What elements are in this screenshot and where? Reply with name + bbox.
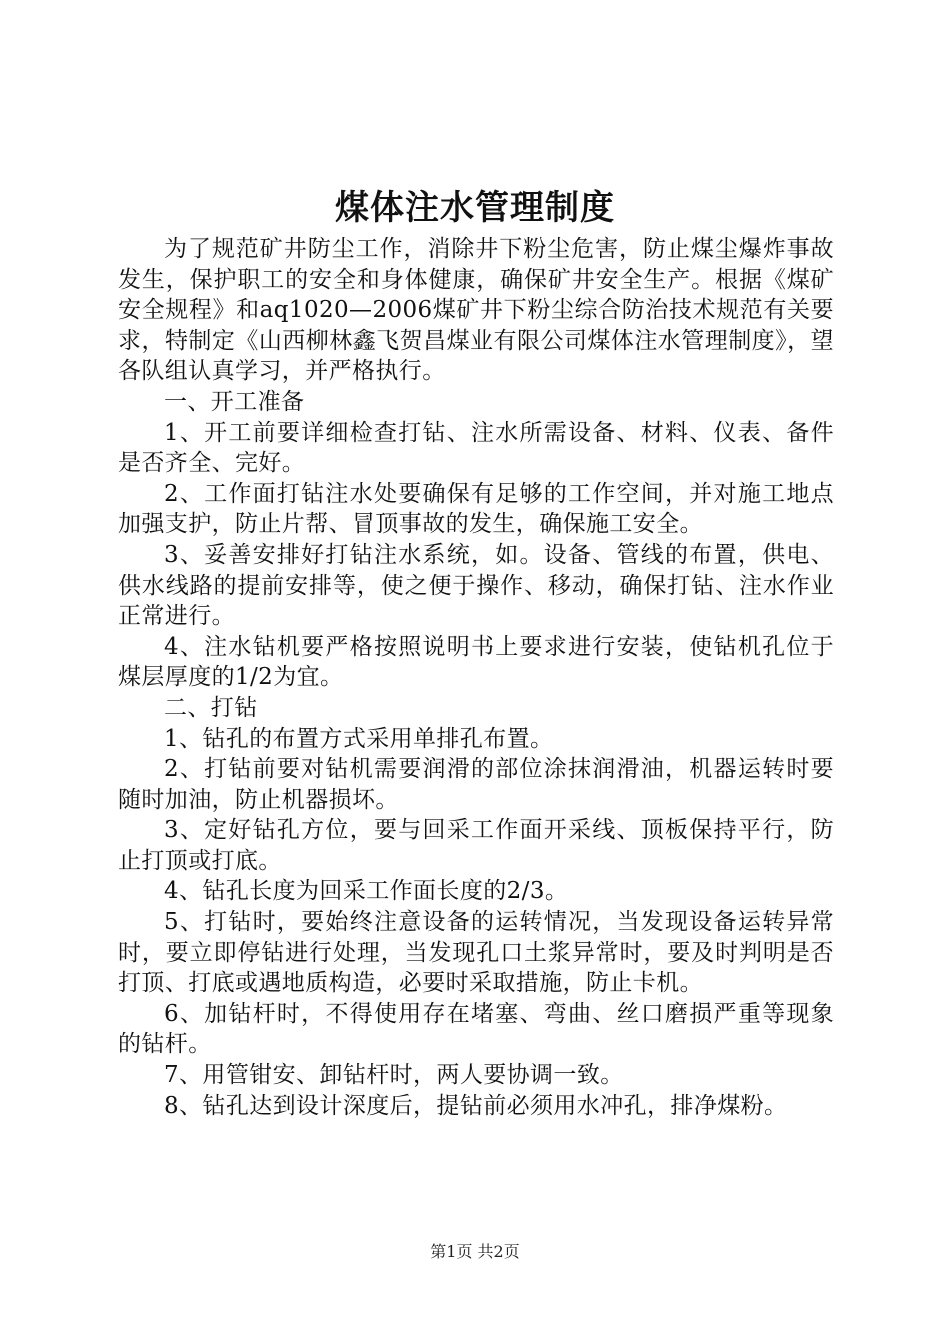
paragraph-1-1: 1、开工前要详细检查打钻、注水所需设备、材料、仪表、备件是否齐全、完好。 xyxy=(118,419,834,477)
paragraph-2-1: 1、钻孔的布置方式采用单排孔布置。 xyxy=(164,725,554,752)
document-title: 煤体注水管理制度 xyxy=(335,188,615,228)
paragraph-2-3: 3、定好钻孔方位，要与回采工作面开采线、顶板保持平行，防止打顶或打底。 xyxy=(118,817,834,874)
paragraph-intro: 为了规范矿井防尘工作，消除井下粉尘危害，防止煤尘爆炸事故发生，保护职工的安全和身体健康，确保矿井安全生产。根据《煤矿安全规程》和aq1020—2006煤矿井下粉尘综合防治技术规范有关要求，特制定《山西柳林鑫飞贺昌煤业有限公司煤体注水管理制度》，望各队组认真学习，并严格执行。 xyxy=(118,236,834,385)
paragraph-2-7: 7、用管钳安、卸钻杆时，两人要协调一致。 xyxy=(164,1062,624,1089)
page-footer: 第1页 共2页 xyxy=(430,1242,520,1261)
paragraph-2-2: 2、打钻前要对钻机需要润滑的部位涂抹润滑油，机器运转时要随时加油，防止机器损坏。 xyxy=(118,756,834,813)
section-heading-1: 一、开工准备 xyxy=(164,388,305,415)
paragraph-1-3: 3、妥善安排好打钻注水系统，如。设备、管线的布置，供电、供水线路的提前安排等，使之便于操作、移动，确保打钻、注水作业正常进行。 xyxy=(118,541,834,630)
paragraph-1-2: 2、工作面打钻注水处要确保有足够的工作空间，并对施工地点加强支护，防止片帮、冒顶事故的发生，确保施工安全。 xyxy=(118,480,834,538)
paragraph-1-4: 4、注水钻机要严格按照说明书上要求进行安装，使钻机孔位于煤层厚度的1/2为宜。 xyxy=(118,633,834,691)
section-heading-2: 二、打钻 xyxy=(164,694,258,721)
paragraph-2-6: 6、加钻杆时，不得使用存在堵塞、弯曲、丝口磨损严重等现象的钻杆。 xyxy=(118,1000,834,1058)
paragraph-2-8: 8、钻孔达到设计深度后，提钻前必须用水冲孔，排净煤粉。 xyxy=(164,1092,788,1119)
paragraph-2-4: 4、钻孔长度为回采工作面长度的2/3。 xyxy=(164,878,569,905)
document-body xyxy=(118,234,834,1121)
paragraph-2-5: 5、打钻时，要始终注意设备的运转情况，当发现设备运转异常时，要立即停钻进行处理，当发现孔口土浆异常时，要及时判明是否打顶、打底或遇地质构造，必要时采取措施，防止卡机。 xyxy=(118,909,834,997)
